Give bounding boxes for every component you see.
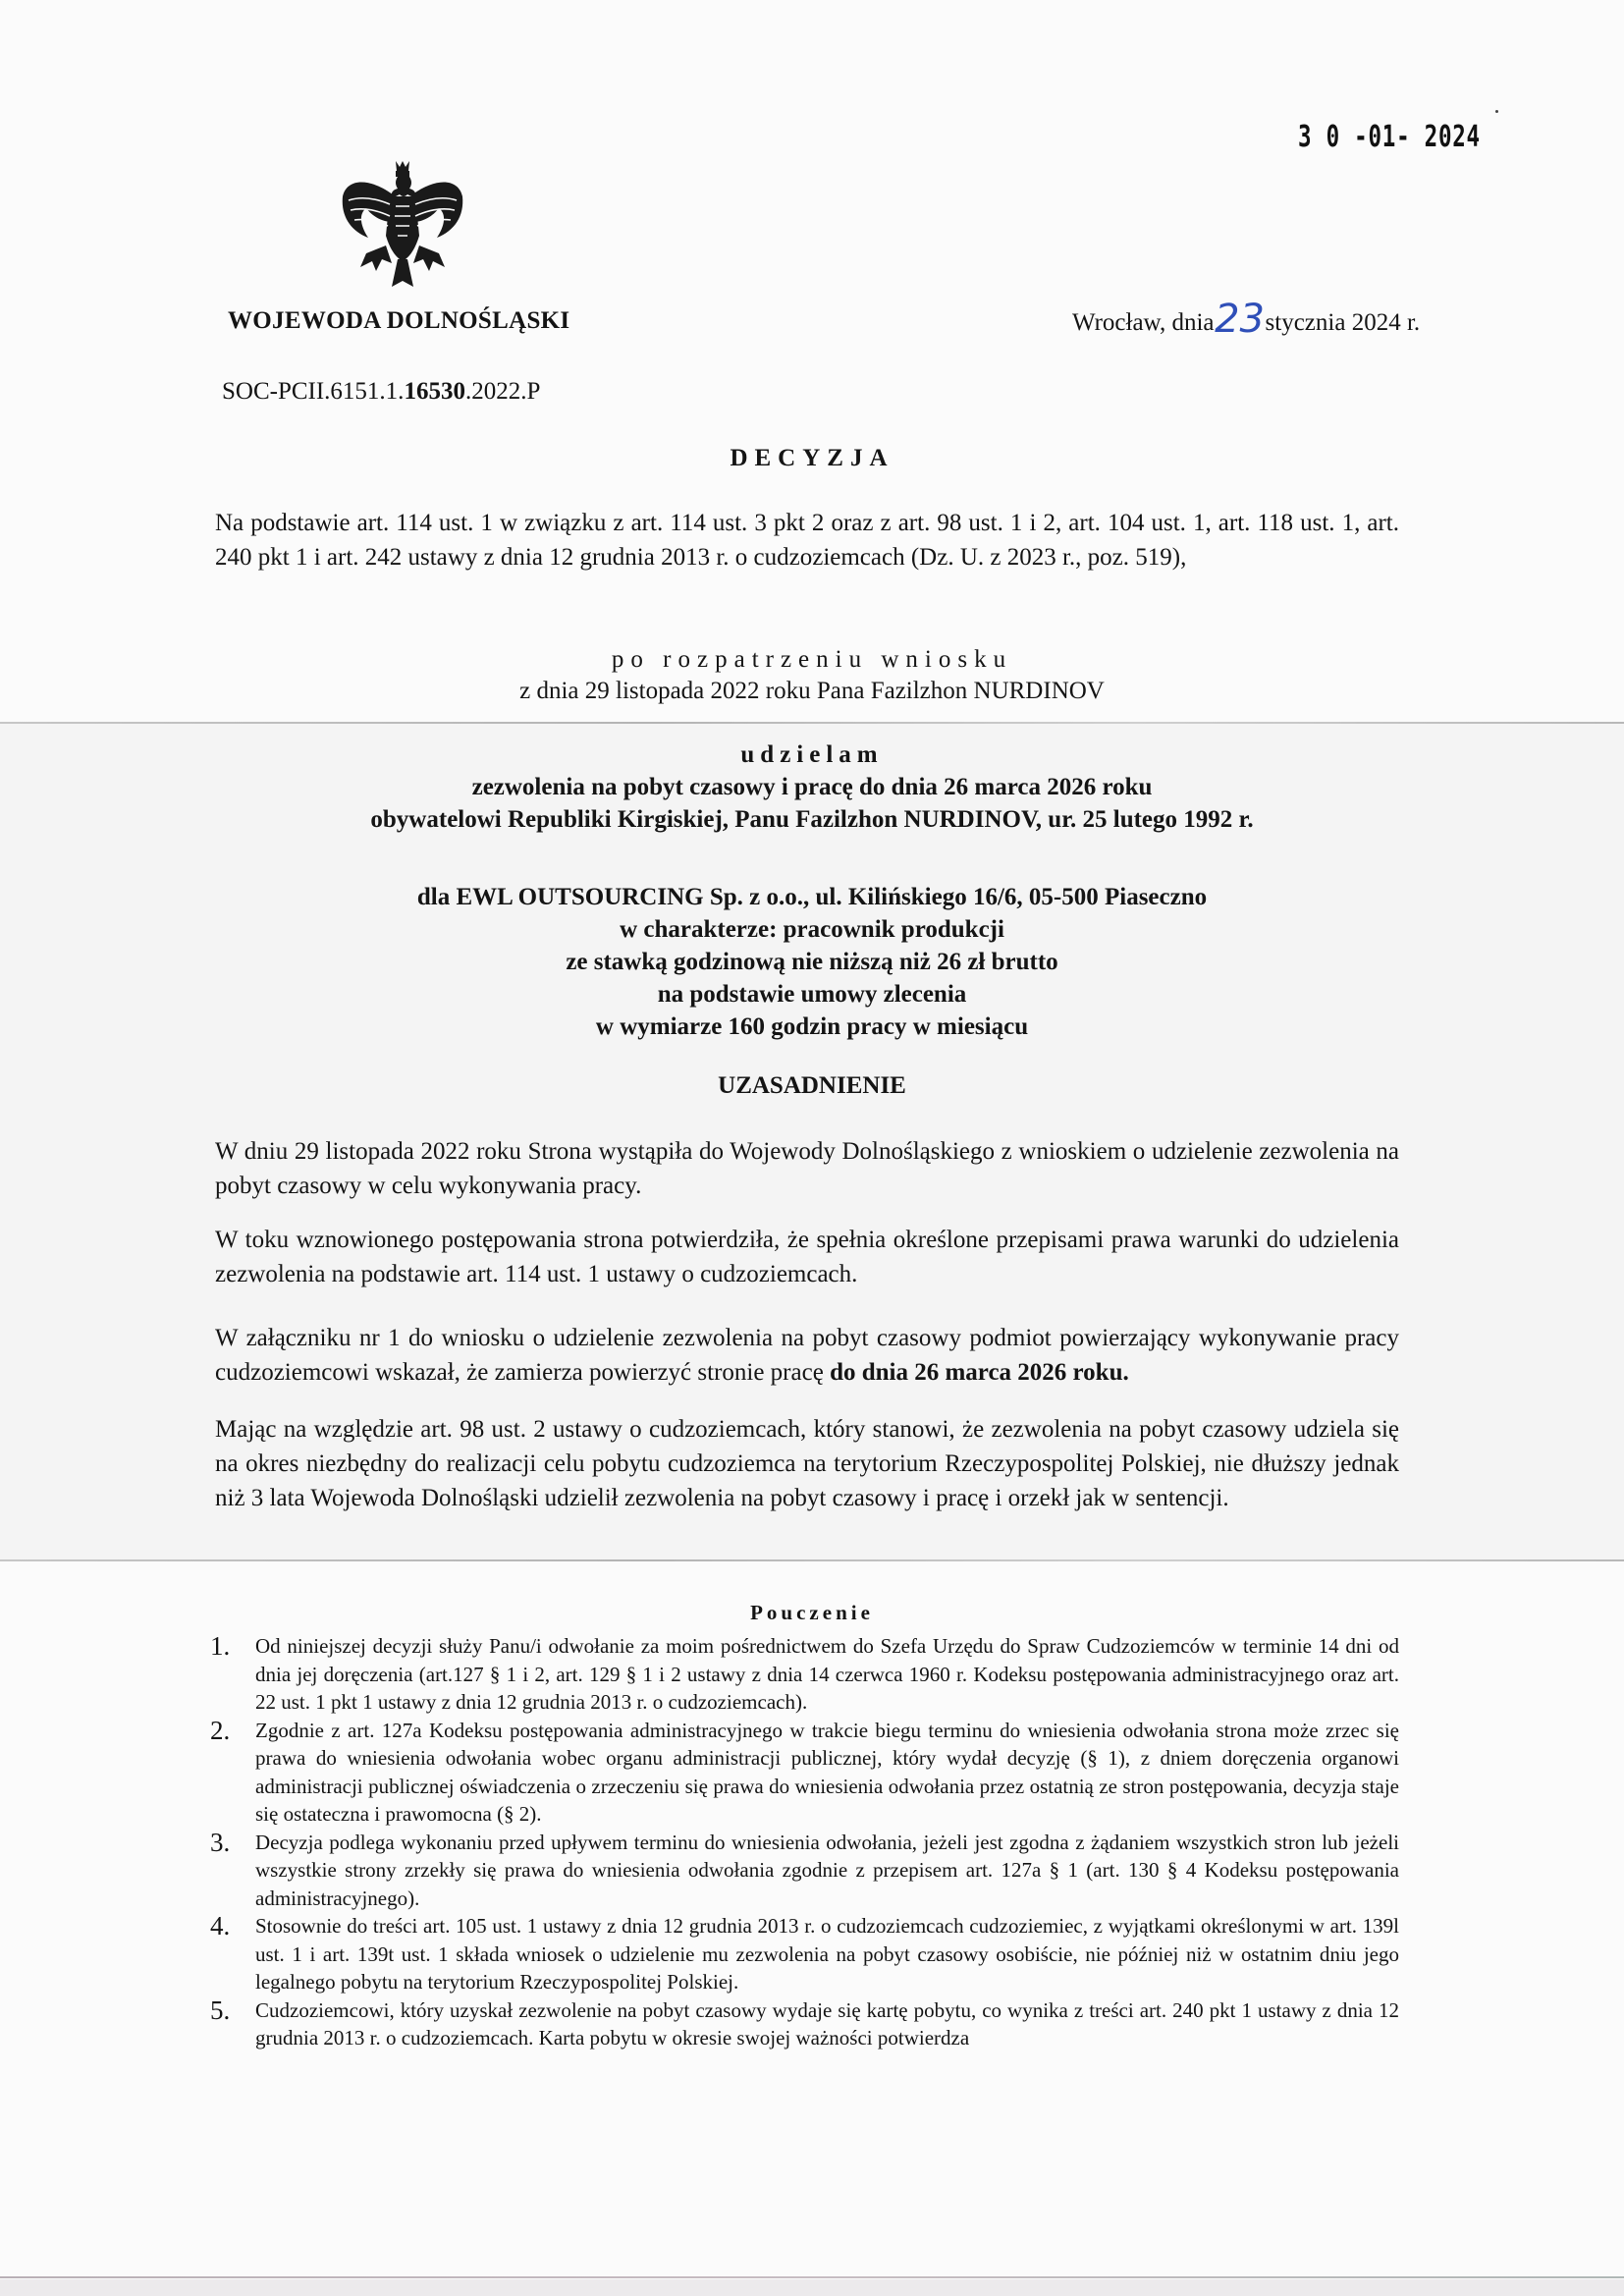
place-suffix: stycznia 2024 r. (1265, 309, 1421, 336)
after-review-heading: po rozpatrzeniu wniosku (611, 646, 1013, 673)
application-line: z dnia 29 listopada 2022 roku Pana Fazilzhon NURDINOV (519, 678, 1105, 704)
scanner-bottom-strip (0, 2279, 1624, 2296)
instruction-item: 4. Stosownie do treści art. 105 ust. 1 ustawy z dnia 12 grudnia 2013 r. o cudzoziemcach cudzoziemiec, z wyjątkami określonymi w art. 139l ust. 1 i art. 139t ust. 1 składa wniosek o udzielenie mu zezwolenia na pobyt czasowy osobiście, nie później niż w ostatnim dniu jego legalnego pobytu na terytorium Rzeczypospolitej Polskiej. (210, 1911, 1399, 1994)
scan-speck (1495, 110, 1498, 113)
case-reference-number: SOC-PCII.6151.1.16530.2022.P (222, 378, 541, 405)
instruction-item: 5. Cudzoziemcowi, który uzyskał zezwolenie na pobyt czasowy wydaje się kartę pobytu, co wynika z treści art. 240 pkt 1 ustawy z dnia 12 grudnia 2013 r. o cudzoziemcach. Karta pobytu w okresie swojej ważności potwierdza (210, 1995, 1399, 2050)
employer-section (0, 881, 1624, 1043)
place-and-date (1072, 297, 1421, 342)
justification-paragraph: Mając na względzie art. 98 ust. 2 ustawy o cudzoziemcach, który stanowi, że zezwolenia na pobyt czasowy udziela się na okres niezbędny do realizacji celu pobytu cudzoziemca na terytorium Rzeczypospolitej Polskiej, nie dłuższy jednak niż 3 lata Wojewoda Dolnośląski udzielił zezwolenia na pobyt czasowy i pracę i orzekł jak w sentencji. (215, 1416, 1399, 1511)
polish-eagle-emblem-icon (339, 157, 466, 295)
justification-paragraph: W toku wznowionego postępowania strona potwierdziła, że spełnia określone przepisami prawa warunki do udzielenia zezwolenia na podstawie art. 114 ust. 1 ustawy o cudzoziemcach. (215, 1227, 1399, 1287)
employer-line: dla EWL OUTSOURCING Sp. z o.o., ul. Kilińskiego 16/6, 05-500 Piaseczno (416, 884, 1208, 910)
employer-line: w charakterze: pracownik produkcji (620, 916, 1004, 943)
place-prefix: Wrocław, dnia (1072, 309, 1215, 336)
justification-paragraph: W załączniku nr 1 do wniosku o udzielenie zezwolenia na pobyt czasowy podmiot powierzający wykonywanie pracy cudzoziemcowi wskazał, że zamierza powierzyć stronie pracę do dnia 26 marca 2026 roku. (215, 1325, 1399, 1386)
employer-line: ze stawką godzinową nie niższą niż 26 zł brutto (566, 949, 1058, 975)
fold-line (0, 722, 1624, 724)
handwritten-day: 23 (1215, 297, 1265, 342)
justification-title: UZASADNIENIE (718, 1072, 906, 1099)
legal-basis-paragraph: Na podstawie art. 114 ust. 1 w związku z art. 114 ust. 3 pkt 2 oraz z art. 98 ust. 1 i 2, art. 104 ust. 1, art. 118 ust. 1, art. 240 pkt 1 i art. 242 ustawy z dnia 12 grudnia 2013 r. o cudzoziemcach (Dz. U. z 2023 r., poz. 519), (215, 510, 1399, 571)
decision-title: DECYZJA (730, 445, 894, 471)
grant-line: obywatelowi Republiki Kirgiskiej, Panu Fazilzhon NURDINOV, ur. 25 lutego 1992 r. (370, 806, 1254, 833)
instructions-list (210, 1631, 1399, 2052)
issuing-authority: WOJEWODA DOLNOŚLĄSKI (228, 307, 570, 334)
page-edge (0, 2276, 1624, 2278)
employer-line: na podstawie umowy zlecenia (657, 981, 967, 1008)
received-date-stamp: 3 0 -01- 2024 (1298, 120, 1481, 154)
fold-line (0, 1559, 1624, 1561)
grant-word: udzielam (740, 741, 884, 768)
instruction-item: 1. Od niniejszej decyzji służy Panu/i odwołanie za moim pośrednictwem do Szefa Urzędu do Spraw Cudzoziemców w terminie 14 dni od dnia jej doręczenia (art.127 § 1 i 2, art. 129 § 1 i 2 ustawy z dnia 14 czerwca 1960 r. Kodeksu postępowania administracyjnego oraz art. 22 ust. 1 pkt 1 ustawy z dnia 12 grudnia 2013 r. o cudzoziemcach). (210, 1631, 1399, 1714)
grant-section (0, 738, 1624, 836)
grant-line: zezwolenia na pobyt czasowy i pracę do dnia 26 marca 2026 roku (471, 774, 1153, 800)
instruction-item: 2. Zgodnie z art. 127a Kodeksu postępowania administracyjnego w trakcie biegu terminu do wniesienia odwołania strona może zrzec się prawa do wniesienia odwołania wobec organu administracji publicznej, który wydał decyzję (§ 1), z dniem doręczenia organowi administracji publicznej oświadczenia o zrzeczeniu się prawa do wniesienia odwołania przez ostatnią ze stron postępowania, decyzja staje się ostateczna i prawomocna (§ 2). (210, 1715, 1399, 1826)
justification-paragraph: W dniu 29 listopada 2022 roku Strona wystąpiła do Wojewody Dolnośląskiego z wnioskiem o udzielenie zezwolenia na pobyt czasowy w celu wykonywania pracy. (215, 1138, 1399, 1199)
instructions-title: Pouczenie (750, 1601, 874, 1624)
employer-line: w wymiarze 160 godzin pracy w miesiącu (595, 1013, 1029, 1040)
instruction-item: 3. Decyzja podlega wykonaniu przed upływem terminu do wniesienia odwołania, jeżeli jest zgodna z żądaniem wszystkich stron lub jeżeli wszystkie strony zrzekły się prawa do wniesienia odwołania zgodnie z przepisem art. 127a § 1 (art. 130 § 4 Kodeksu postępowania administracyjnego). (210, 1827, 1399, 1910)
